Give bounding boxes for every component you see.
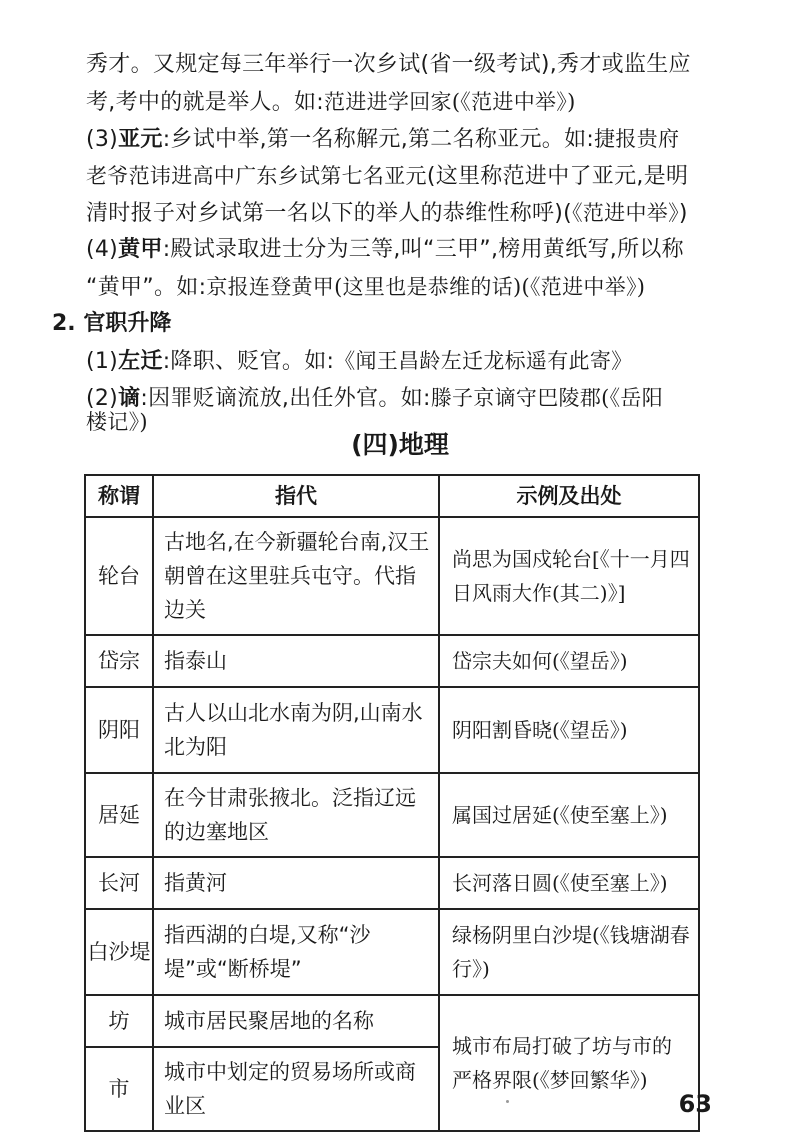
table-row bbox=[85, 909, 699, 995]
term-zuoqian: 左迁 bbox=[118, 349, 163, 374]
text-line-zuoqian bbox=[86, 341, 632, 382]
text-line-6 bbox=[86, 230, 684, 270]
example-cell: 长河落日圆(《使至塞上》) bbox=[439, 857, 699, 909]
text-line-5 bbox=[86, 193, 688, 234]
term-cell: 市 bbox=[85, 1047, 153, 1131]
text-line-7 bbox=[86, 267, 645, 308]
yayuan-definition: :乡试中举,第一名称解元,第二名称亚元。如: bbox=[162, 127, 595, 152]
desc-cell: 古人以山北水南为阴,山南水北为阳 bbox=[153, 687, 439, 773]
text-line-1-content: 秀才。又规定每三年举行一次乡试(省一级考试),秀才或监生应 bbox=[86, 52, 691, 77]
term-cell: 轮台 bbox=[85, 517, 153, 635]
example-cell: 属国过居延(《使至塞上》) bbox=[439, 773, 699, 857]
zuoqian-definition: :降职、贬官。如: bbox=[162, 349, 335, 374]
item-number-2: (2) bbox=[86, 386, 119, 411]
geography-table bbox=[84, 474, 700, 1132]
term-cell: 岱宗 bbox=[85, 635, 153, 687]
term-cell: 阴阳 bbox=[85, 687, 153, 773]
text-line-zhe bbox=[86, 378, 663, 419]
header-chengwei: 称谓 bbox=[85, 475, 153, 517]
term-cell: 居延 bbox=[85, 773, 153, 857]
huangjia-definition: :殿试录取进士分为三等,叫“三甲”,榜用黄纸写,所以称 bbox=[162, 237, 684, 262]
text-line-2 bbox=[86, 82, 576, 123]
example-fanjin-jinxue: 范进进学回家(《范进中举》) bbox=[324, 90, 576, 114]
desc-cell: 古地名,在今新疆轮台南,汉王朝曾在这里驻兵屯守。代指边关 bbox=[153, 517, 439, 635]
header-zhidai: 指代 bbox=[153, 475, 439, 517]
term-cell: 坊 bbox=[85, 995, 153, 1047]
desc-cell: 指泰山 bbox=[153, 635, 439, 687]
example-cell: 阴阳割昏晓(《望岳》) bbox=[439, 687, 699, 773]
paren-close: ) bbox=[678, 201, 688, 226]
print-speck bbox=[506, 1100, 509, 1103]
table-row bbox=[85, 995, 699, 1047]
section-title-dili: (四)地理 bbox=[351, 430, 449, 459]
term-cell: 长河 bbox=[85, 857, 153, 909]
example-cell: 城市布局打破了坊与市的严格界限(《梦回繁华》) bbox=[439, 995, 699, 1131]
header-shili: 示例及出处 bbox=[439, 475, 699, 517]
table-row bbox=[85, 687, 699, 773]
desc-cell: 指西湖的白堤,又称“沙堤”或“断桥堤” bbox=[153, 909, 439, 995]
table-row bbox=[85, 857, 699, 909]
text-line-3 bbox=[86, 119, 679, 160]
yayuan-note: (这里称范进中了亚元,是明 bbox=[426, 164, 689, 189]
example-jiebao: 捷报贵府 bbox=[594, 127, 680, 151]
example-wen-wangchangling: 《闻王昌龄左迁龙标遥有此寄》 bbox=[334, 349, 633, 373]
section-heading-guanzhi: 2. 官职升降 bbox=[52, 311, 172, 336]
zhe-definition: :因罪贬谪流放,出任外官。如: bbox=[140, 386, 431, 411]
page-number: 63 bbox=[678, 1090, 712, 1118]
table-row bbox=[85, 773, 699, 857]
table-header-row bbox=[85, 475, 699, 517]
desc-cell: 指黄河 bbox=[153, 857, 439, 909]
example-cell: 尚思为国戍轮台[《十一月四日风雨大作(其二)》] bbox=[439, 517, 699, 635]
text-line-2-content: 考,考中的就是举人。如: bbox=[86, 90, 325, 115]
example-jingbao: 京报连登黄甲(这里也是恭维的话)(《范进中举》) bbox=[206, 275, 646, 299]
item-number-4: (4) bbox=[86, 237, 119, 262]
yayuan-note-cont: 清时报子对乡试第一名以下的举人的恭维性称呼)( bbox=[86, 201, 573, 226]
term-huangjia: 黄甲 bbox=[118, 237, 163, 262]
text-line-4 bbox=[86, 156, 688, 197]
item-number-3: (3) bbox=[86, 127, 119, 152]
table-row bbox=[85, 517, 699, 635]
huangjia-definition-cont: “黄甲”。如: bbox=[86, 275, 207, 300]
example-laoye: 老爷范讳进高中广东乡试第七名亚元 bbox=[86, 164, 427, 188]
example-cell: 岱宗夫如何(《望岳》) bbox=[439, 635, 699, 687]
item-number-1: (1) bbox=[86, 349, 119, 374]
source-fanjin-zhongju: 《范进中举》 bbox=[572, 201, 679, 225]
desc-cell: 在今甘肃张掖北。泛指辽远的边塞地区 bbox=[153, 773, 439, 857]
term-cell: 白沙堤 bbox=[85, 909, 153, 995]
example-tengzijing: 滕子京谪守巴陵郡(《岳阳 bbox=[430, 386, 664, 410]
term-yayuan: 亚元 bbox=[118, 127, 163, 152]
desc-cell: 城市中划定的贸易场所或商业区 bbox=[153, 1047, 439, 1131]
text-line-1 bbox=[86, 45, 691, 85]
term-zhe: 谪 bbox=[118, 386, 141, 411]
example-cell: 绿杨阴里白沙堤(《钱塘湖春行》) bbox=[439, 909, 699, 995]
source-yueyanglou: 楼记》) bbox=[86, 410, 148, 434]
desc-cell: 城市居民聚居地的名称 bbox=[153, 995, 439, 1047]
table-row bbox=[85, 635, 699, 687]
